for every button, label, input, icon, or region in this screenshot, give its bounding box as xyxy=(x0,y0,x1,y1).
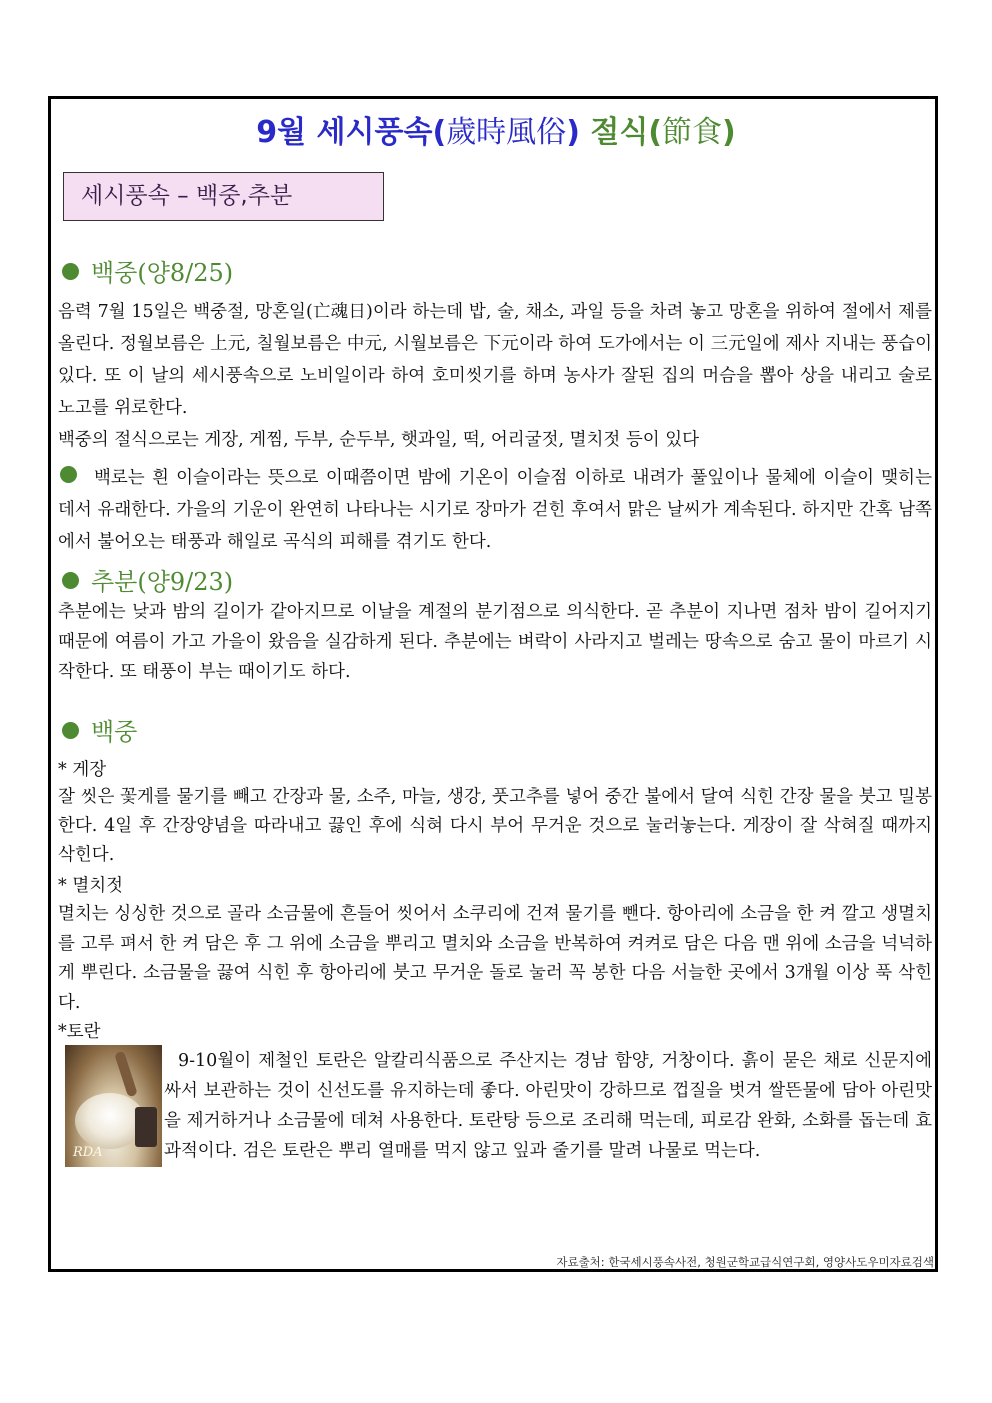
spoon-shape xyxy=(114,1051,138,1098)
bullet-dot-icon xyxy=(62,263,79,280)
baekjung-food-line: 백중의 절식으로는 게장, 게찜, 두부, 순두부, 햇과일, 떡, 어리굴젓, 멸치젓 등이 있다 xyxy=(58,430,700,450)
page-title xyxy=(0,113,992,153)
baekjung-paragraph: 음력 7월 15일은 백중절, 망혼일(亡魂日)이라 하는데 밥, 술, 채소, 과일 등을 차려 놓고 망혼을 위하여 절에서 제를 올린다. 정월보름은 上元, 칠월보름은 中元, 시월보름은 下元이라 하여 도가에서는 이 三元일에 제사 지내는 풍습이 있다. 또 이 날의 세시풍속으로 노비일이라 하여 호미씻기를 하며 농사가 잘된 집의 머슴을 뽑아 상을 내리고 술로 노고를 위로한다. xyxy=(58,302,932,418)
gejang-paragraph: 잘 씻은 꽃게를 물기를 빼고 간장과 물, 소주, 마늘, 생강, 풋고추를 넣어 중간 불에서 달여 식힌 간장 물을 붓고 밀봉한다. 4일 후 간장양념을 따라내고 끓인 후에 식혀 다시 부어 무거운 것으로 눌러놓는다. 게장이 잘 삭혀질 때까지 삭힌다. xyxy=(58,787,932,865)
myeolchi-paragraph: 멸치는 싱싱한 것으로 골라 소금물에 흔들어 씻어서 소쿠리에 건져 물기를 뺀다. 항아리에 소금을 한 켜 깔고 생멸치를 고루 펴서 한 켜 담은 후 그 위에 소금을 뿌리고 멸치와 소금을 반복하여 켜켜로 담은 다음 맨 위에 소금을 넉넉하게 뿌린다. 소금물을 끓여 식힌 후 항아리에 붓고 무거운 돌로 눌러 꼭 봉한 다음 서늘한 곳에서 3개월 이상 푹 삭힌다. xyxy=(58,904,932,1013)
title-part4: 절식( xyxy=(590,115,663,150)
title-part1: 9월 세시풍속( xyxy=(256,115,447,150)
gejang-label: * 게장 xyxy=(58,760,107,780)
section-chubun-title: 추분(양9/23) xyxy=(91,568,234,596)
toran-paragraph: 9-10월이 제철인 토란은 알칼리식품으로 주산지는 경남 함양, 거창이다. 흙이 묻은 채로 신문지에 싸서 보관하는 것이 신선도를 유지하는데 좋다. 아린맛이 강하므로 껍질을 벗겨 쌀뜬물에 담아 아린맛을 제거하거나 소금물에 데쳐 사용한다. 토란탕 등으로 조리해 먹는데, 피로감 완화, 소화를 돕는데 효과적이다. 검은 토란은 뿌리 열매를 먹지 않고 잎과 줄기를 말려 나물로 먹는다. xyxy=(164,1051,932,1161)
section-food-title: 백중 xyxy=(91,718,138,746)
baekro-paragraph xyxy=(58,462,932,558)
toran-soup-photo xyxy=(65,1045,162,1167)
title-hanja2: 節食 xyxy=(662,115,723,150)
source-credit: 자료출처: 한국세시풍속사전, 청원군학교급식연구회, 영양사도우미자료검색 xyxy=(556,1255,934,1269)
subtitle-box: 세시풍속 – 백중,추분 xyxy=(63,172,384,221)
section-food-heading xyxy=(62,717,137,747)
section-baekjung-heading xyxy=(62,258,233,288)
title-part3: ) xyxy=(566,115,591,150)
myeolchi-label: * 멸치젓 xyxy=(58,876,124,896)
toran-label: *토란 xyxy=(58,1022,101,1042)
chubun-paragraph: 추분에는 낮과 밤의 길이가 같아지므로 이날을 계절의 분기점으로 의식한다. 곧 추분이 지나면 점차 밤이 길어지기 때문에 여름이 가고 가을이 왔음을 실감하게 된다. 추분에는 벼락이 사라지고 벌레는 땅속으로 숨고 물이 마르기 시작한다. 또 태풍이 부는 때이기도 하다. xyxy=(58,602,932,682)
bullet-dot-icon xyxy=(60,466,77,483)
photo-logo: RDA xyxy=(73,1145,103,1160)
title-hanja1: 歲時風俗 xyxy=(446,115,567,150)
section-baekjung-title: 백중(양8/25) xyxy=(91,259,234,287)
title-part6: ) xyxy=(722,115,736,150)
baekro-text: 백로는 흰 이슬이라는 뜻으로 이때쯤이면 밤에 기온이 이슬점 이하로 내려가 풀잎이나 물체에 이슬이 맺히는 데서 유래한다. 가을의 기운이 완연히 나타나는 시기로 장마가 걷힌 후여서 맑은 날씨가 계속된다. 하지만 간혹 남쪽에서 불어오는 태풍과 해일로 곡식의 피해를 겪기도 한다. xyxy=(58,468,932,552)
cup-shape xyxy=(135,1107,157,1147)
bullet-dot-icon xyxy=(62,572,79,589)
section-chubun-heading xyxy=(62,567,233,597)
bullet-dot-icon xyxy=(62,722,79,739)
